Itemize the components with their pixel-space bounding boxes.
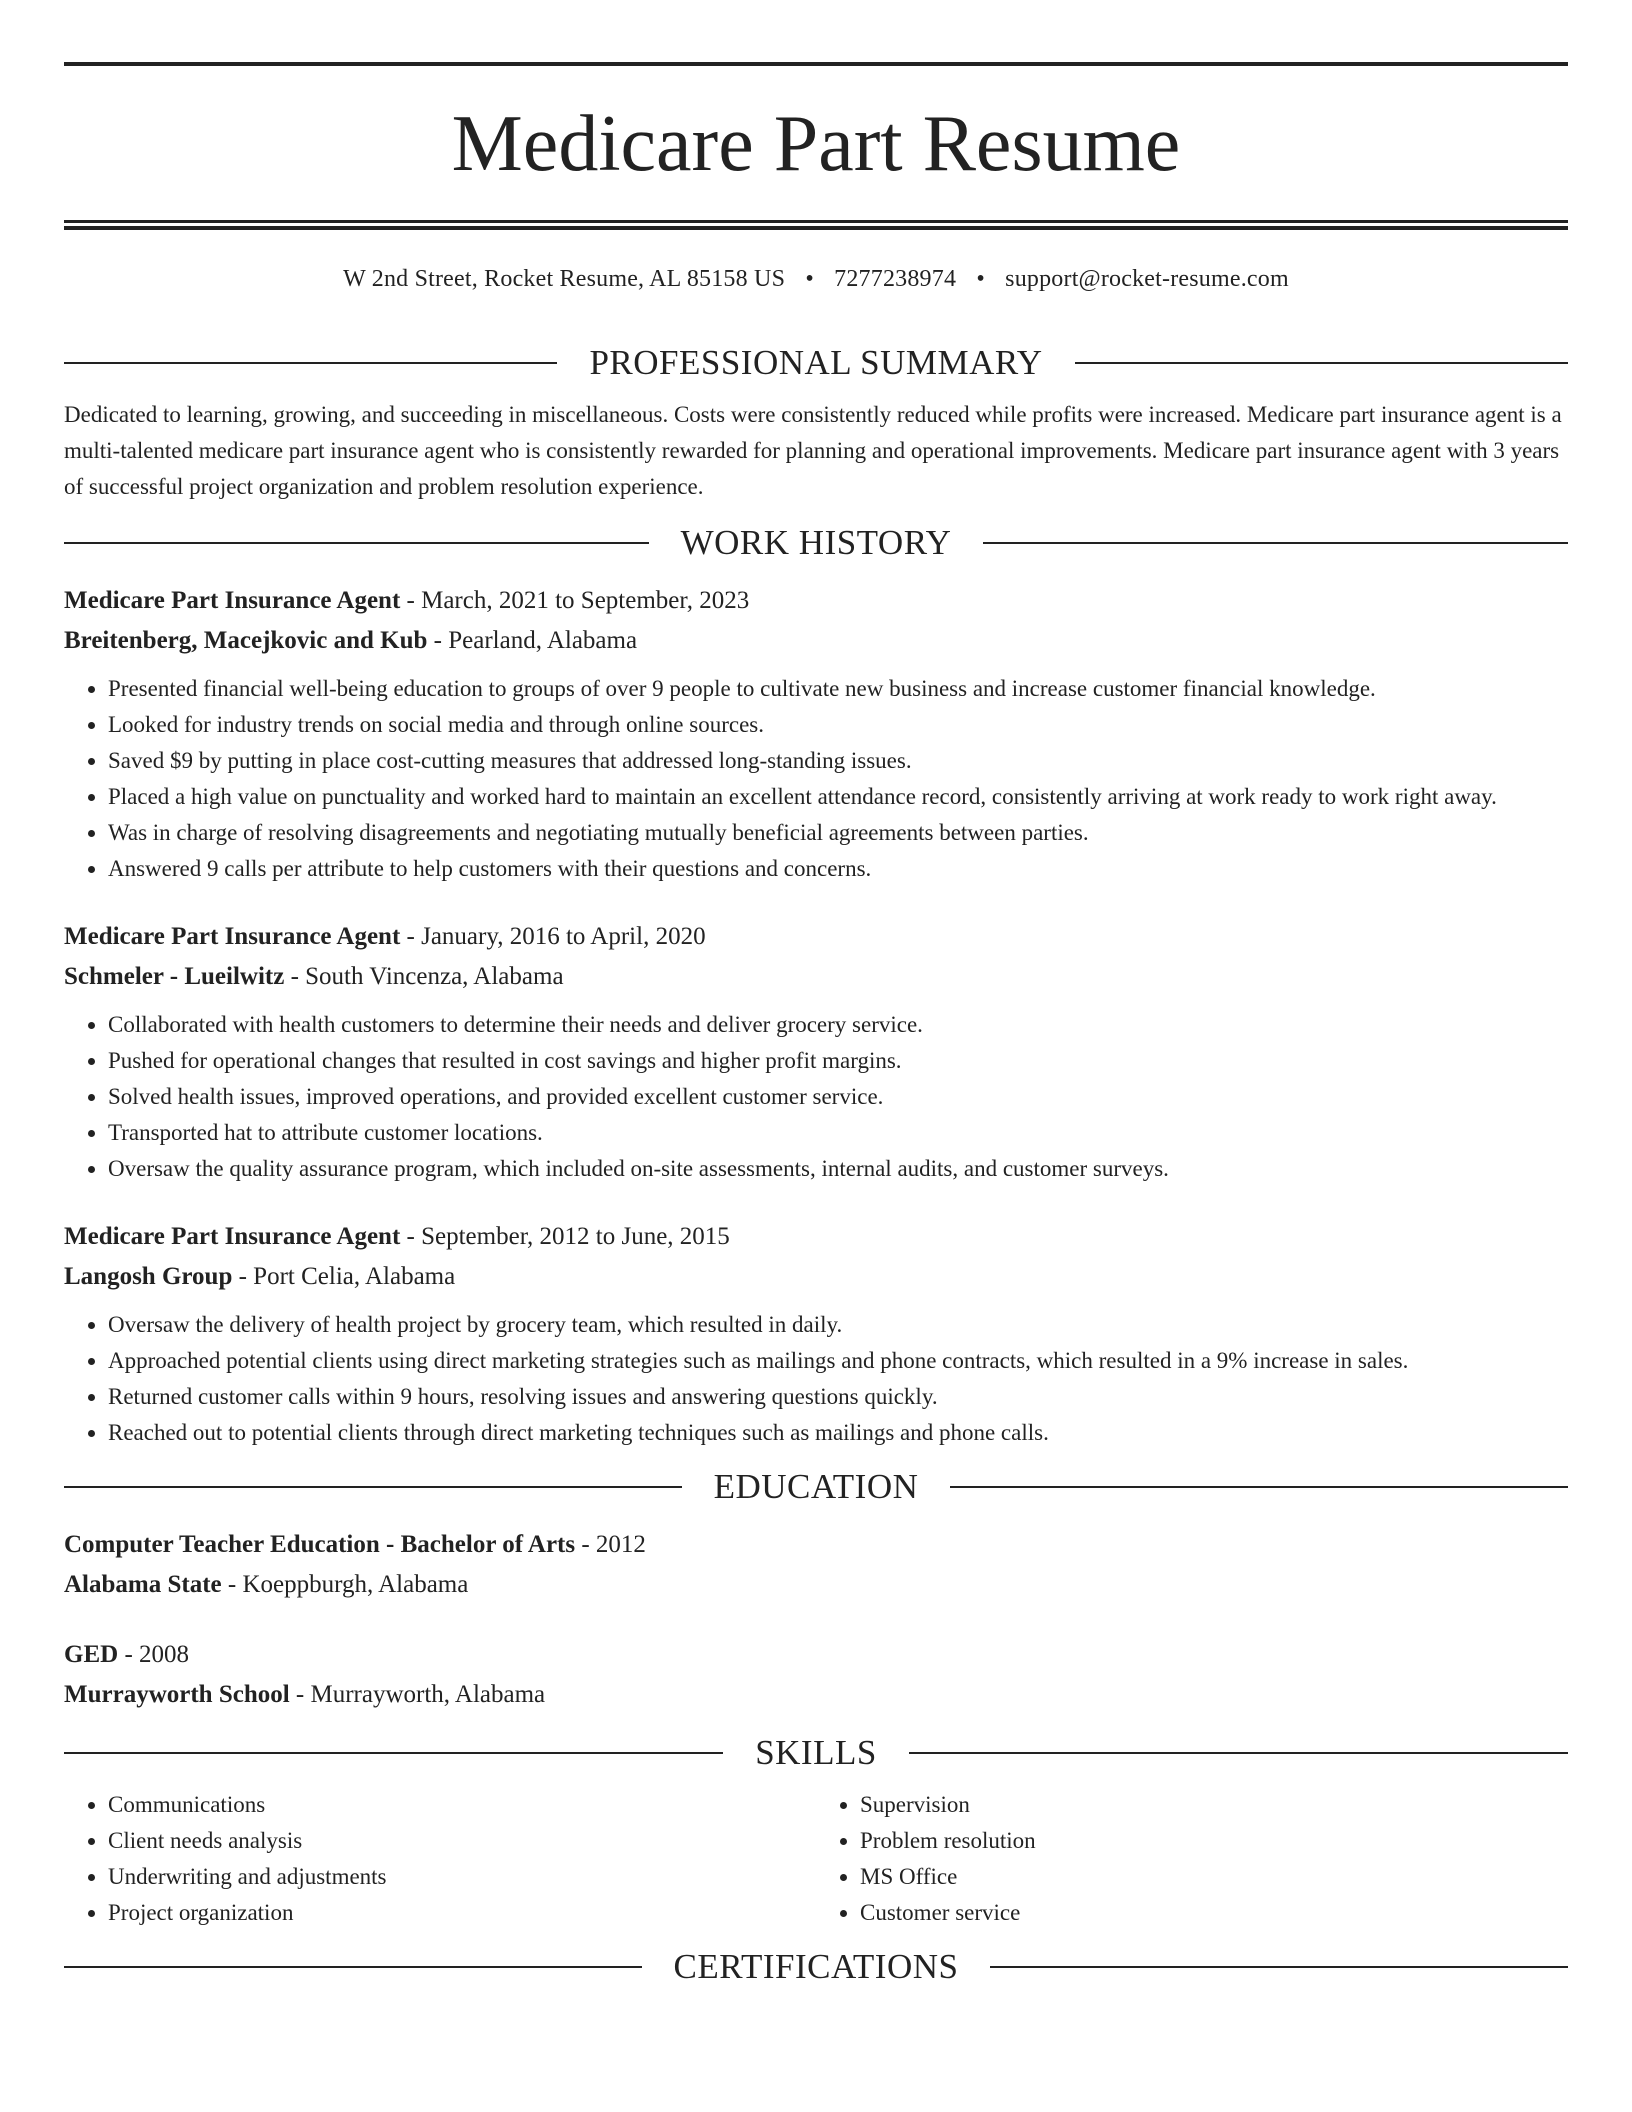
list-item: • Was in charge of resolving disagreements and negotiating mutually beneficial agreements between parties. <box>108 815 1568 851</box>
education-degree-line <box>64 1635 1568 1675</box>
job-location: - South Vincenza, Alabama <box>284 963 564 990</box>
list-item: • Communications <box>108 1787 816 1823</box>
job-role: Medicare Part Insurance Agent <box>64 1223 401 1250</box>
section-rule <box>64 542 649 544</box>
section-title: CERTIFICATIONS <box>673 1947 959 1986</box>
skills-grid <box>64 1787 1568 1931</box>
education-school-line <box>64 1675 1568 1715</box>
list-item: • Approached potential clients using direct marketing strategies such as mailings and phone contracts, which resulted in a 9% increase in sales. <box>108 1343 1568 1379</box>
section-header-skills <box>64 1731 1568 1775</box>
section-rule <box>990 1966 1568 1968</box>
job-entry <box>64 581 1568 887</box>
job-dates: - January, 2016 to April, 2020 <box>400 923 706 950</box>
job-company-line <box>64 621 1568 661</box>
education-year: - 2012 <box>575 1531 646 1558</box>
list-item: • Project organization <box>108 1895 816 1931</box>
job-company: Schmeler - Lueilwitz <box>64 963 285 990</box>
list-item: • Looked for industry trends on social media and through online sources. <box>108 707 1568 743</box>
list-item: • Problem resolution <box>860 1823 1568 1859</box>
job-company: Breitenberg, Macejkovic and Kub <box>64 627 428 654</box>
contact-separator: • <box>976 266 985 292</box>
section-rule <box>64 1486 682 1488</box>
job-dates: - September, 2012 to June, 2015 <box>400 1223 730 1250</box>
education-year: - 2008 <box>118 1641 190 1668</box>
section-header-summary <box>64 341 1568 385</box>
education-entry <box>64 1525 1568 1605</box>
job-location: - Pearland, Alabama <box>427 627 638 654</box>
section-rule <box>1075 362 1568 364</box>
list-item: • Underwriting and adjustments <box>108 1859 816 1895</box>
job-bullets <box>64 1307 1568 1451</box>
job-title-line <box>64 581 1568 621</box>
list-item: • Answered 9 calls per attribute to help customers with their questions and concerns. <box>108 851 1568 887</box>
education-school: Alabama State <box>64 1571 222 1598</box>
section-rule <box>983 542 1568 544</box>
list-item: • Oversaw the delivery of health project by grocery team, which resulted in daily. <box>108 1307 1568 1343</box>
skills-column-right <box>816 1787 1568 1931</box>
contact-address: W 2nd Street, Rocket Resume, AL 85158 US <box>343 266 786 292</box>
list-item: • Reached out to potential clients through direct marketing techniques such as mailings and phone calls. <box>108 1415 1568 1451</box>
list-item: • MS Office <box>860 1859 1568 1895</box>
list-item: • Placed a high value on punctuality and worked hard to maintain an excellent attendance record, consistently arriving at work ready to work right away. <box>108 779 1568 815</box>
job-role: Medicare Part Insurance Agent <box>64 587 401 614</box>
section-header-certifications <box>64 1945 1568 1989</box>
job-location: - Port Celia, Alabama <box>232 1263 456 1290</box>
list-item: • Supervision <box>860 1787 1568 1823</box>
education-school: Murrayworth School <box>64 1681 290 1708</box>
section-title: SKILLS <box>755 1733 877 1772</box>
resume-title: Medicare Part Resume <box>451 100 1181 188</box>
education-school-line <box>64 1565 1568 1605</box>
job-company-line <box>64 957 1568 997</box>
section-header-work <box>64 521 1568 565</box>
list-item: • Returned customer calls within 9 hours, resolving issues and answering questions quickly. <box>108 1379 1568 1415</box>
list-item: • Pushed for operational changes that resulted in cost savings and higher profit margins. <box>108 1043 1568 1079</box>
education-entry <box>64 1635 1568 1715</box>
job-dates: - March, 2021 to September, 2023 <box>400 587 750 614</box>
list-item: • Saved $9 by putting in place cost-cutting measures that addressed long-standing issues. <box>108 743 1568 779</box>
contact-line <box>64 266 1568 293</box>
contact-phone: 7277238974 <box>834 266 957 292</box>
section-title: EDUCATION <box>713 1467 919 1506</box>
list-item: • Solved health issues, improved operations, and provided excellent customer service. <box>108 1079 1568 1115</box>
contact-email: support@rocket-resume.com <box>1005 266 1289 292</box>
education-location: - Murrayworth, Alabama <box>289 1681 546 1708</box>
section-rule <box>64 362 557 364</box>
education-degree: GED <box>64 1641 119 1668</box>
section-header-education <box>64 1465 1568 1509</box>
section-rule <box>909 1752 1568 1754</box>
contact-separator: • <box>805 266 814 292</box>
resume-page <box>64 0 1568 1989</box>
education-location: - Koeppburgh, Alabama <box>221 1571 469 1598</box>
job-role: Medicare Part Insurance Agent <box>64 923 401 950</box>
list-item: • Collaborated with health customers to determine their needs and deliver grocery service. <box>108 1007 1568 1043</box>
section-title: PROFESSIONAL SUMMARY <box>589 343 1043 382</box>
section-title: WORK HISTORY <box>680 523 952 562</box>
section-rule <box>950 1486 1568 1488</box>
skills-column-left <box>64 1787 816 1931</box>
list-item: • Transported hat to attribute customer locations. <box>108 1115 1568 1151</box>
list-item: • Customer service <box>860 1895 1568 1931</box>
section-rule <box>64 1752 723 1754</box>
job-bullets <box>64 671 1568 887</box>
header-top-rule <box>64 62 1568 66</box>
job-entry <box>64 1217 1568 1451</box>
job-entry <box>64 917 1568 1187</box>
list-item: • Oversaw the quality assurance program, which included on-site assessments, internal audits, and customer surveys. <box>108 1151 1568 1187</box>
summary-text: Dedicated to learning, growing, and succeeding in miscellaneous. Costs were consistently reduced while profits were increased. Medicare part insurance agent is a multi-talented medicare part insurance agent who is consistently rewarded for planning and operational improvements. Medicare part insurance agent with 3 years of successful project organization and problem resolution experience. <box>64 402 1562 499</box>
education-degree-line <box>64 1525 1568 1565</box>
education-degree: Computer Teacher Education - Bachelor of Arts <box>64 1531 576 1558</box>
list-item: • Presented financial well-being education to groups of over 9 people to cultivate new business and increase customer financial knowledge. <box>108 671 1568 707</box>
job-title-line <box>64 917 1568 957</box>
job-title-line <box>64 1217 1568 1257</box>
header-double-rule <box>64 220 1568 230</box>
job-bullets <box>64 1007 1568 1187</box>
job-company-line <box>64 1257 1568 1297</box>
job-company: Langosh Group <box>64 1263 233 1290</box>
section-rule <box>64 1966 642 1968</box>
list-item: • Client needs analysis <box>108 1823 816 1859</box>
